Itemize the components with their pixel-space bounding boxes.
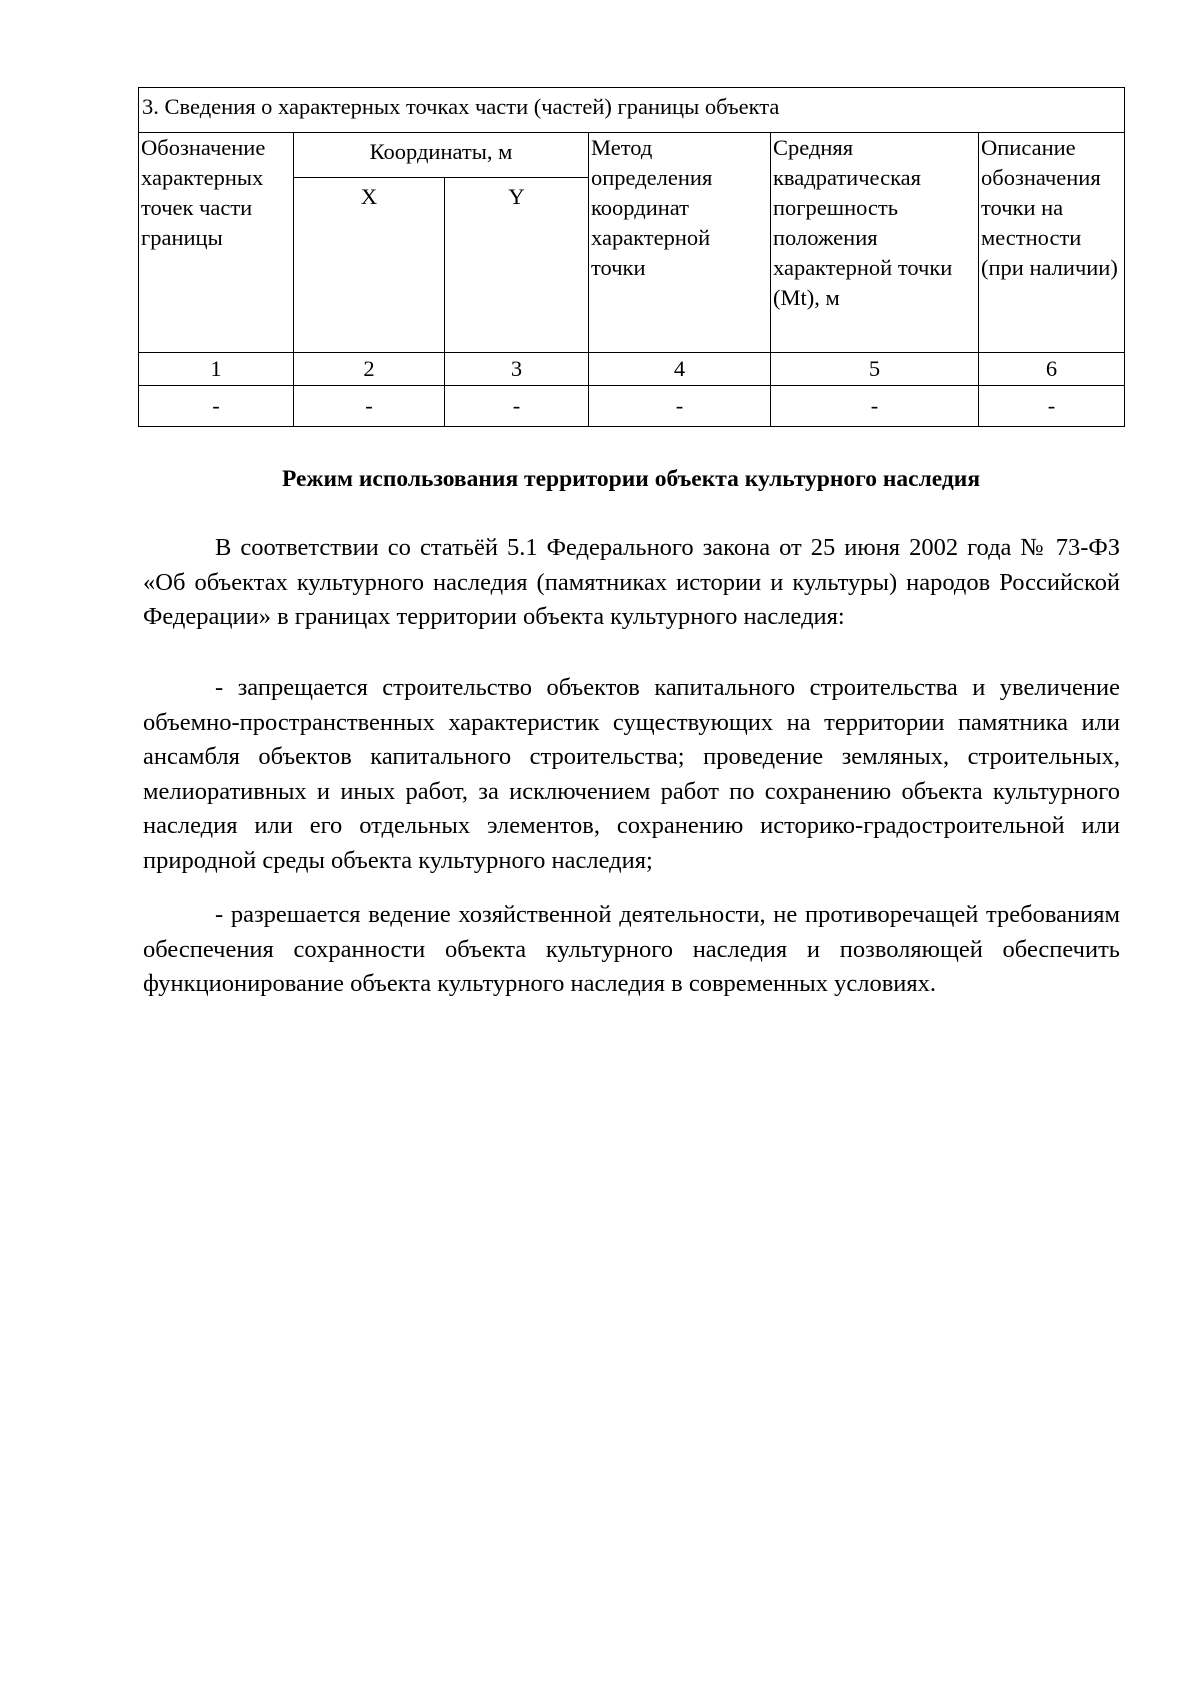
table-cell: - (139, 386, 294, 427)
table-cell: - (589, 386, 771, 427)
table-row (139, 386, 1125, 427)
column-number: 4 (589, 353, 771, 386)
header-method: Метод определения координат характерной точки (589, 133, 771, 353)
table-caption-row (139, 88, 1125, 133)
header-designation: Обозначение характерных точек части границы (139, 133, 294, 353)
column-number: 6 (979, 353, 1125, 386)
table-caption: 3. Сведения о характерных точках части (частей) границы объекта (139, 88, 1125, 133)
column-number: 2 (294, 353, 445, 386)
header-error: Средняя квадратическая погрешность положения характерной точки (Mt), м (771, 133, 979, 353)
table-cell: - (771, 386, 979, 427)
header-y: Y (445, 178, 589, 353)
paragraph-permissions: - разрешается ведение хозяйственной деятельности, не противоречащей требованиям обеспечения сохранности объекта культурного наследия и позволяющей обеспечить функционирование объекта культурного наследия в современных условиях. (143, 901, 1120, 997)
boundary-points-table (138, 87, 1125, 427)
table-cell: - (294, 386, 445, 427)
header-coordinates: Координаты, м (294, 133, 589, 178)
table-cell: - (979, 386, 1125, 427)
section-heading: Режим использования территории объекта культурного наследия (281, 466, 981, 492)
column-number: 3 (445, 353, 589, 386)
header-x: X (294, 178, 445, 353)
column-number: 5 (771, 353, 979, 386)
table-header-row (139, 133, 1125, 178)
column-number: 1 (139, 353, 294, 386)
header-description: Описание обозначения точки на местности (при наличии) (979, 133, 1125, 353)
paragraph-prohibitions: - запрещается строительство объектов капитального строительства и увеличение объемно-пространственных характеристик существующих на территории памятника или ансамбля объектов капитального строительства; проведение земляных, строительных, мелиоративных и иных работ, за исключением работ по сохранению объекта культурного наследия или его отдельных элементов, сохранению историко-градостроительной или природной среды объекта культурного наследия; (143, 674, 1120, 874)
column-number-row (139, 353, 1125, 386)
paragraph-legal-basis: В соответствии со статьёй 5.1 Федерального закона от 25 июня 2002 года № 73-ФЗ «Об объектах культурного наследия (памятниках истории и культуры) народов Российской Федерации» в границах территории объекта культурного наследия: (143, 534, 1120, 630)
table-cell: - (445, 386, 589, 427)
